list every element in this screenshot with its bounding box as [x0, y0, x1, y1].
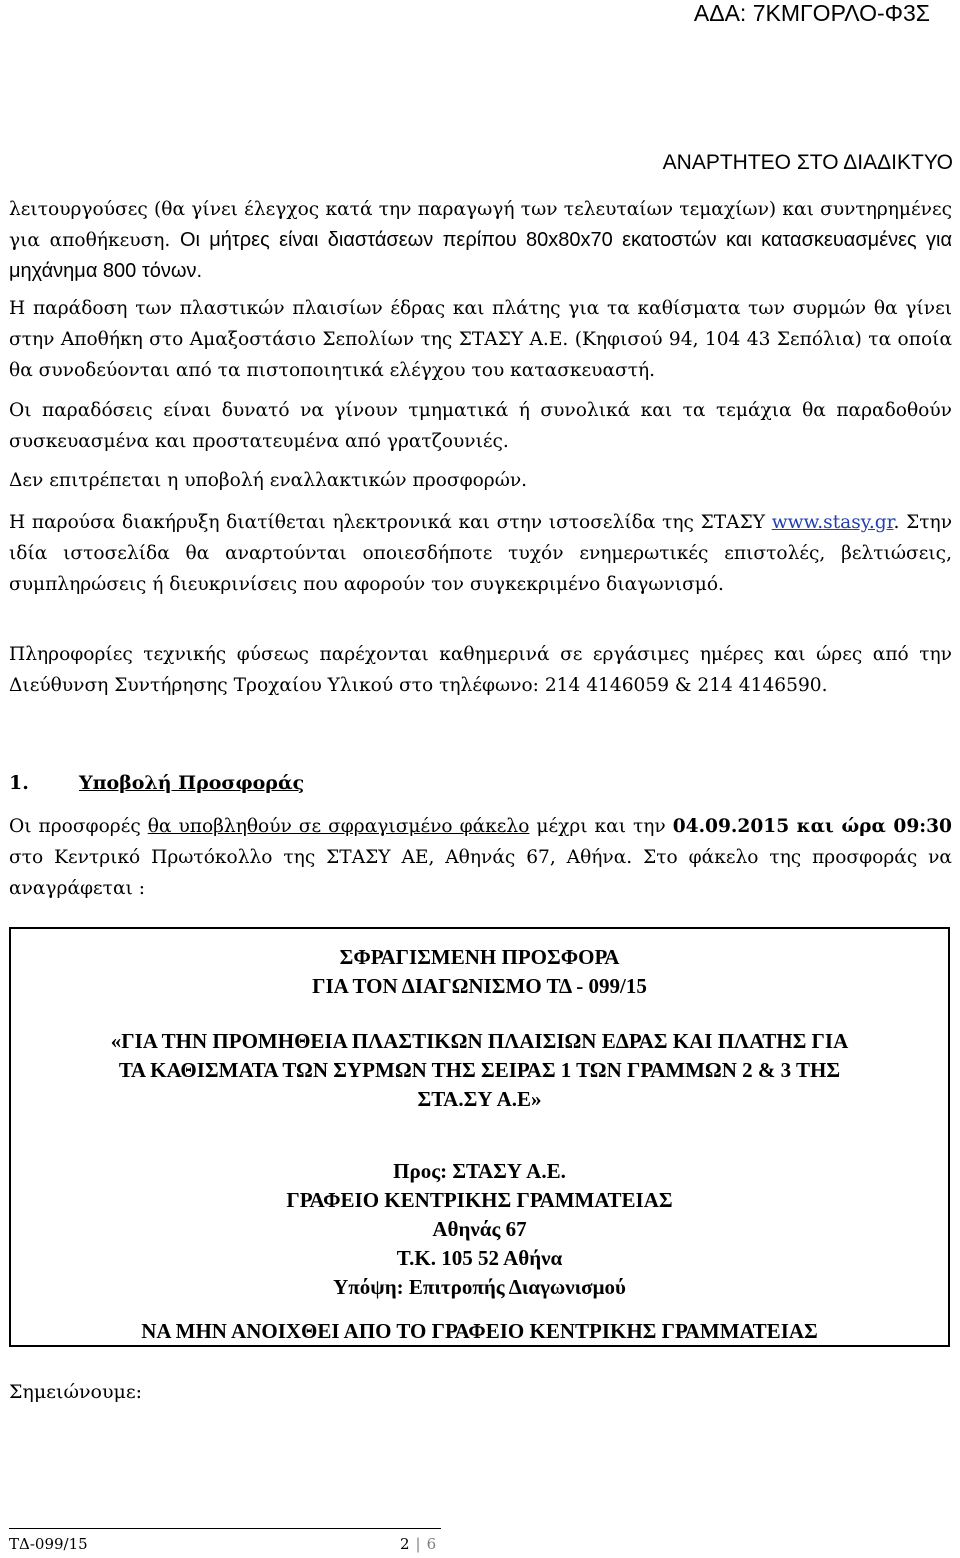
paragraph-website [9, 507, 952, 600]
envelope-sealed-offer: ΣΦΡΑΓΙΣΜΕΝΗ ΠΡΟΣΦΟΡΑ [339, 945, 620, 969]
paragraph-delivery-location: Η παράδοση των πλαστικών πλαισίων έδρας και πλάτης για τα καθίσματα των συρμών θα γίνει στην Αποθήκη στο Αμαξοστάσιο Σεπολίων της ΣΤΑΣΥ Α.Ε. (Κηφισού 94, 104 43 Σεπόλια) τα οποία θα συνοδεύονται από τα πιστοποιητικά ελέγχου του κατασκευαστή. [9, 298, 952, 381]
envelope-warning-group [11, 1317, 948, 1346]
envelope-recipient: Προς: ΣΤΑΣΥ Α.Ε. [393, 1159, 566, 1183]
paragraph-molds [9, 194, 952, 287]
envelope-attention: Υπόψη: Επιτροπής Διαγωνισμού [333, 1275, 626, 1299]
molds-text-sans: Οι μήτρες είναι διαστάσεων περίπου 80x80x70 εκατοστών και κατασκευασμένες για μηχάνημα 800 τόνων. [9, 229, 953, 282]
submission-text-b: μέχρι και την [529, 816, 673, 837]
section-number: 1. [9, 772, 29, 794]
envelope-heading-group [11, 943, 948, 1001]
website-text-before: Η παρούσα διακήρυξη διατίθεται ηλεκτρονικά και στην ιστοσελίδα της ΣΤΑΣΥ [9, 512, 772, 533]
footer-page-number [400, 1534, 436, 1554]
envelope-office: ΓΡΑΦΕΙΟ ΚΕΝΤΡΙΚΗΣ ΓΡΑΜΜΑΤΕΙΑΣ [286, 1188, 673, 1212]
envelope-title-line-3: ΣΤΑ.ΣΥ Α.Ε» [417, 1087, 542, 1111]
website-text-after: . Στην ιδία ιστοσελίδα θα αναρτούνται οποιεσδήποτε τυχόν ενημερωτικές επιστολές, βελτιώσεις, συμπληρώσεις ή διευκρινίσεις που αφορούν τον συγκεκριμένο διαγωνισμό. [9, 512, 952, 595]
footer-separator: | [415, 1535, 421, 1553]
paragraph-delivery-method: Οι παραδόσεις είναι δυνατό να γίνουν τμηματικά ή συνολικά και τα τεμάχια θα παραδοθούν συσκευασμένα και προστατευμένα από γρατζουνιές. [9, 400, 952, 452]
paragraph-submission [9, 811, 952, 904]
footer-current-page: 2 [400, 1535, 410, 1553]
molds-text-serif: λειτουργούσες (θα γίνει έλεγχος κατά την παραγωγή των τελευταίων τεμαχίων) και συντηρημένες για αποθήκευση. [9, 199, 952, 251]
envelope-postal-code: Τ.Κ. 105 52 Αθήνα [396, 1246, 563, 1270]
envelope-title-group [11, 1027, 948, 1114]
ada-code: ΑΔΑ: 7ΚΜΓΟΡΛΟ-Φ3Σ [693, 0, 930, 26]
footer-total-pages: 6 [426, 1535, 437, 1553]
submission-sealed-envelope: θα υποβληθούν σε σφραγισμένο φάκελο [147, 816, 530, 837]
envelope-tender-number: ΓΙΑ ΤΟΝ ΔΙΑΓΩΝΙΣΜΟ ΤΔ - 099/15 [312, 974, 647, 998]
submission-deadline: 04.09.2015 και ώρα 09:30 [672, 816, 952, 837]
submission-text-a: Οι προσφορές [9, 816, 148, 837]
paragraph-information: Πληροφορίες τεχνικής φύσεως παρέχονται καθημερινά σε εργάσιμες ημέρες και ώρες από την Διεύθυνση Συντήρησης Τροχαίου Υλικού στο τηλέφωνο: 214 4146059 & 214 4146590. [9, 644, 952, 696]
footer-divider [9, 1528, 441, 1529]
envelope-address-group [11, 1157, 948, 1302]
submission-text-c: στο Κεντρικό Πρωτόκολλο της ΣΤΑΣΥ ΑΕ, Αθηνάς 67, Αθήνα. Στο φάκελο της προσφοράς να αναγράφεται : [9, 847, 952, 899]
website-link[interactable]: www.stasy.gr [771, 512, 894, 533]
section-heading [9, 768, 304, 799]
envelope-title-line-2: ΤΑ ΚΑΘΙΣΜΑΤΑ ΤΩΝ ΣΥΡΜΩΝ ΤΗΣ ΣΕΙΡΑΣ 1 ΤΩΝ ΓΡΑΜΜΩΝ 2 & 3 ΤΗΣ [118, 1058, 841, 1082]
envelope-street: Αθηνάς 67 [432, 1217, 527, 1241]
footer-doc-code: ΤΔ-099/15 [9, 1535, 88, 1553]
paragraph-no-alternatives: Δεν επιτρέπεται η υποβολή εναλλακτικών προσφορών. [9, 470, 528, 491]
note-label: Σημειώνουμε: [9, 1381, 143, 1403]
envelope-warning: ΝΑ ΜΗΝ ΑΝΟΙΧΘΕΙ ΑΠΟ ΤΟ ΓΡΑΦΕΙΟ ΚΕΝΤΡΙΚΗΣ ΓΡΑΜΜΑΤΕΙΑΣ [141, 1319, 818, 1343]
posting-notice: ΑΝΑΡΤΗΤΕΟ ΣΤΟ ΔΙΑΔΙΚΤΥΟ [662, 151, 953, 174]
envelope-label-box [9, 927, 950, 1347]
envelope-title-line-1: «ΓΙΑ ΤΗΝ ΠΡΟΜΗΘΕΙΑ ΠΛΑΣΤΙΚΩΝ ΠΛΑΙΣΙΩΝ ΕΔΡΑΣ ΚΑΙ ΠΛΑΤΗΣ ΓΙΑ [110, 1029, 849, 1053]
section-title: Υποβολή Προσφοράς [79, 772, 305, 794]
